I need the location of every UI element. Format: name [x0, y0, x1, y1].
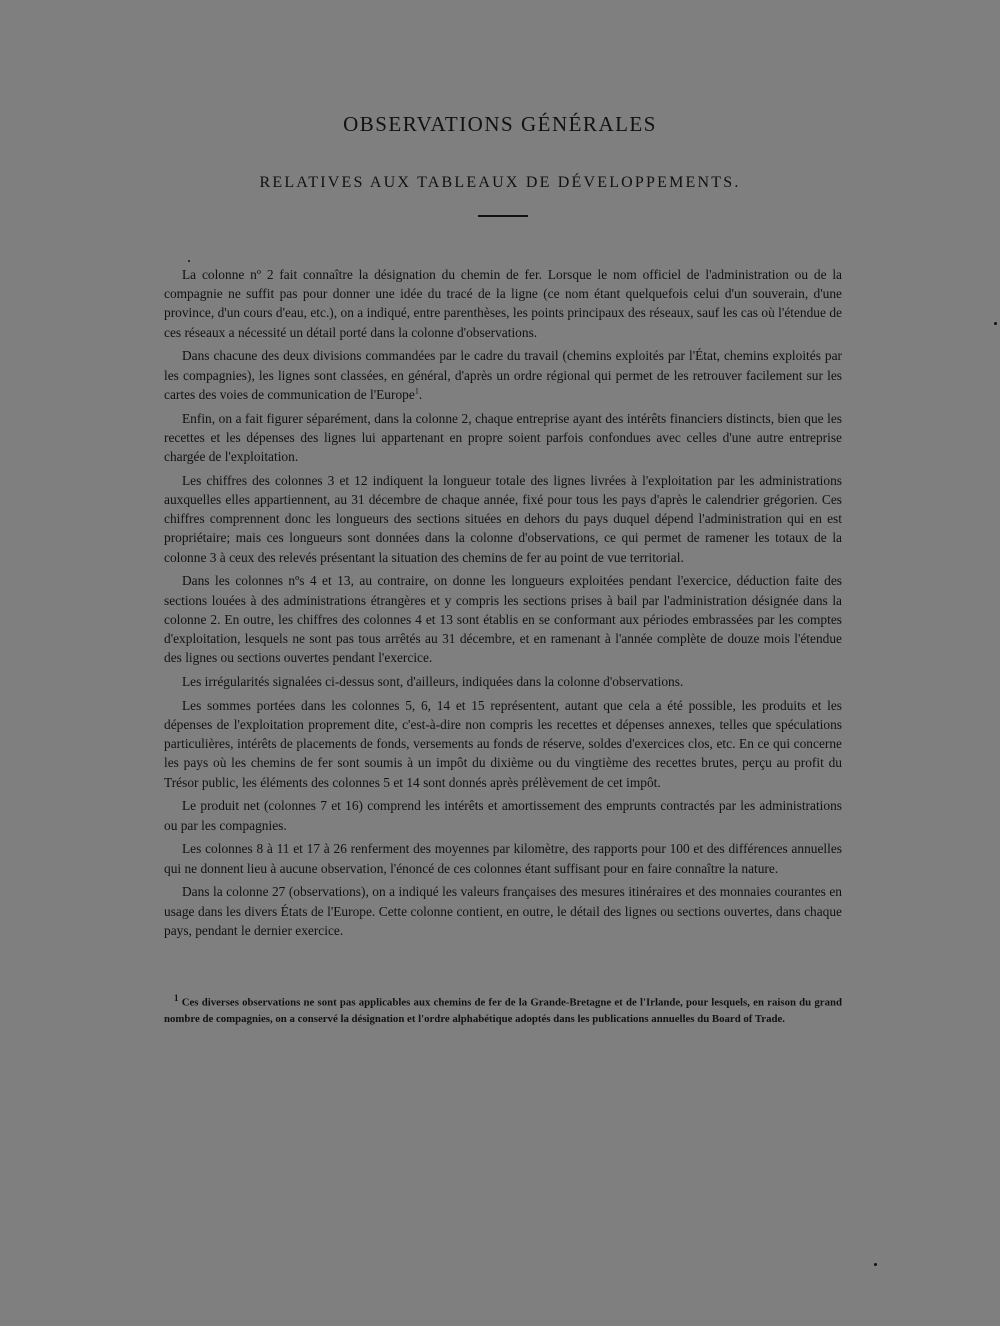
body-text: [164, 265, 842, 945]
scan-speck: [188, 260, 190, 262]
paragraph: Les irrégularités signalées ci-dessus sont, d'ailleurs, indiquées dans la colonne d'observations.: [182, 674, 684, 690]
paragraph-text: Dans chacune des deux divisions commandées par le cadre du travail (chemins exploités par l'État, chemins exploités par les compagnies), les lignes sont classées, en général, d'après un ordre régional qui permet de les retrouver facilement sur les cartes des voies de communication de l'Europe: [164, 348, 842, 402]
page-title: OBSERVATIONS GÉNÉRALES: [343, 112, 657, 136]
paragraph: Dans les colonnes nºs 4 et 13, au contraire, on donne les longueurs exploitées pendant l'exercice, déduction faite des sections louées à des administrations étrangères et y compris les sections prises à bail par l'administration désignée dans la colonne 2. En outre, les chiffres des colonnes 4 et 13 sont établis en se conformant aux périodes embrassées par les comptes d'exploitation, lesquels ne sont pas tous arrêtés au 31 décembre, et en ramenant à l'année complète de douze mois l'étendue des lignes ou sections ouvertes pendant l'exercice.: [164, 573, 842, 666]
paragraph: Dans chacune des deux divisions commandées par le cadre du travail (chemins exploités par l'État, chemins exploités par les compagnies), les lignes sont classées, en général, d'après un ordre régional qui permet de les retrouver facilement sur les cartes des voies de communication de l'Europe$^1$.: [164, 348, 842, 402]
footnote-paragraph: [164, 990, 842, 1027]
paragraph: Les colonnes 8 à 11 et 17 à 26 renferment des moyennes par kilomètre, des rapports pour 100 et des différences annuelles qui ne donnent lieu à aucune observation, l'énoncé de ces colonnes étant suffisant pour en faire connaître la nature.: [164, 841, 842, 876]
footnote-reference: 1: [414, 386, 419, 396]
paragraph: Les chiffres des colonnes 3 et 12 indiquent la longueur totale des lignes livrées à l'exploitation par les administrations auxquelles elles appartiennent, au 31 décembre de chaque année, fixé pour tous les pays d'après le calendrier grégorien. Ces chiffres comprennent donc les longueurs des sections situées en dehors du pays duquel dépend l'administration qui en est propriétaire; mais ces longueurs sont données dans la colonne d'observations, ce qui permet de ramener les totaux de la colonne 3 à ceux des relevés présentant la situation des chemins de fer au point de vue territorial.: [164, 472, 842, 565]
footnote-text: Ces diverses observations ne sont pas applicables aux chemins de fer de la Grande-Bretagne et de l'Irlande, pour lesquels, en raison du grand nombre de compagnies, on a conservé la désignation et l'ordre alphabétique adoptés dans les publications annuelles du Board of Trade.: [164, 996, 842, 1025]
paragraph: Le produit net (colonnes 7 et 16) comprend les intérêts et amortissement des emprunts contractés par les administrations ou par les compagnies.: [164, 798, 842, 833]
scan-speck: [994, 322, 997, 325]
paragraph: Les sommes portées dans les colonnes 5, 6, 14 et 15 représentent, autant que cela a été possible, les produits et les dépenses de l'exploitation proprement dite, c'est-à-dire non compris les recettes et dépenses annexes, telles que spéculations particulières, intérêts de placements de fonds, versements au fonds de réserve, soldes d'exercices clos, etc. En ce qui concerne les pays où les chemins de fer sont soumis à un impôt du dixième ou du vingtième des recettes brutes, perçu au profit du Trésor public, les éléments des colonnes 5 et 14 sont donnés après prélèvement de cet impôt.: [164, 697, 842, 790]
page-subtitle: RELATIVES AUX TABLEAUX DE DÉVELOPPEMENTS.: [259, 174, 741, 191]
paragraph: La colonne nº 2 fait connaître la désignation du chemin de fer. Lorsque le nom officiel de l'administration ou de la compagnie ne suffit pas pour donner une idée du tracé de la ligne (ce nom étant quelquefois celui d'un souverain, d'une province, d'un cours d'eau, etc.), on a indiqué, entre parenthèses, les points principaux des réseaux, sauf les cas où l'étendue de ces réseaux a nécessité un détail porté dans la colonne d'observations.: [164, 267, 842, 340]
paragraph: Enfin, on a fait figurer séparément, dans la colonne 2, chaque entreprise ayant des intérêts financiers distincts, bien que les recettes et les dépenses des lignes lui appartenant en propre soient parfois confondues avec celles d'une autre entreprise chargée de l'exploitation.: [164, 410, 842, 465]
scan-speck: [874, 1263, 877, 1266]
footnote-marker: 1: [174, 993, 179, 1003]
title-rule: [478, 215, 528, 217]
footnote: [164, 990, 842, 1027]
paragraph: Dans la colonne 27 (observations), on a indiqué les valeurs françaises des mesures itinéraires et des monnaies courantes en usage dans les divers États de l'Europe. Cette colonne contient, en outre, le détail des lignes ou sections ouvertes, dans chaque pays, pendant le dernier exercice.: [164, 884, 842, 938]
